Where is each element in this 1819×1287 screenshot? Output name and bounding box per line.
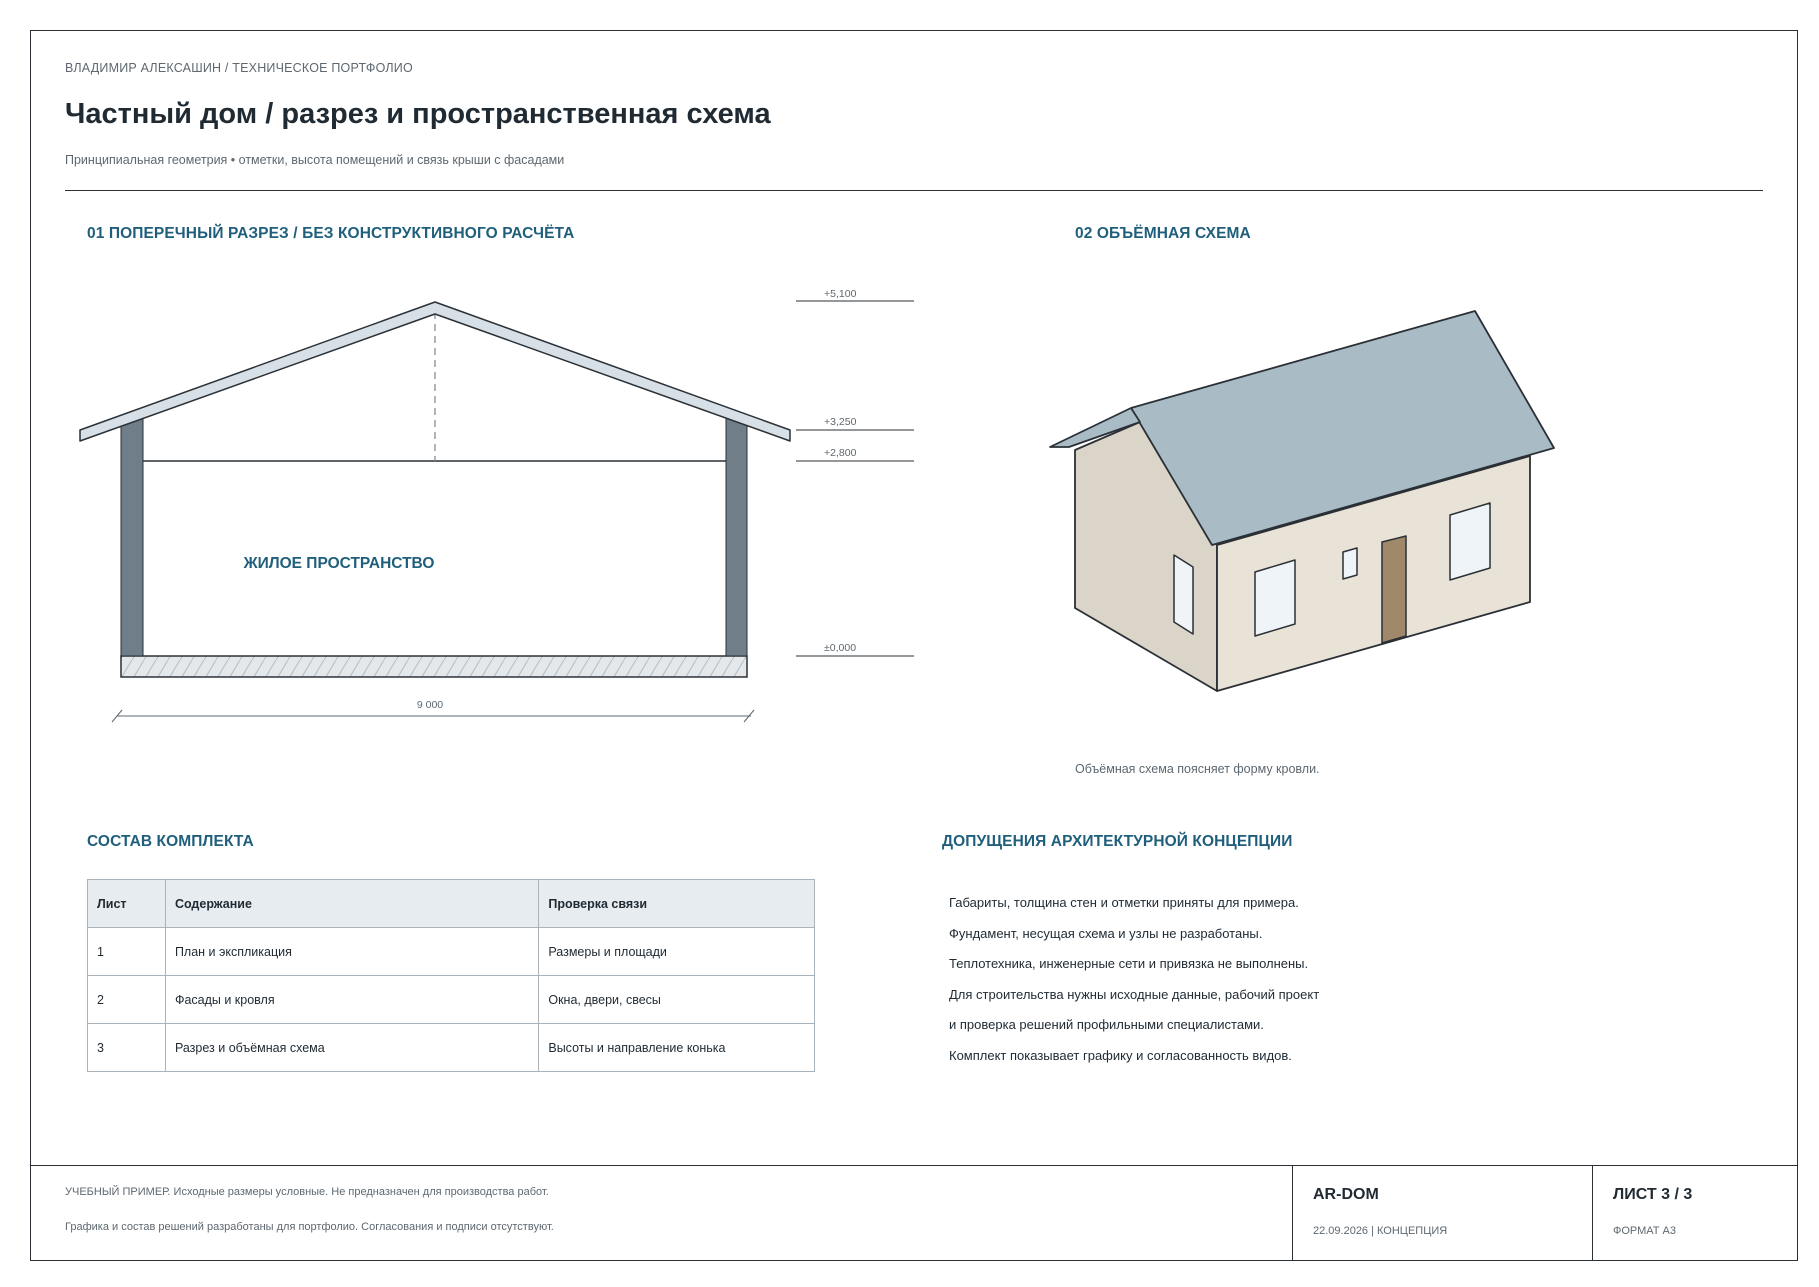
dimension-label: 9 000 <box>416 699 444 711</box>
scheme-caption: Объёмная схема поясняет форму кровли. <box>1075 762 1320 776</box>
table-header-row <box>88 880 815 928</box>
left-wall <box>121 417 143 656</box>
level-mark-zero: ±0,000 <box>824 642 857 654</box>
cell-check: Окна, двери, свесы <box>539 976 815 1024</box>
cross-section-drawing <box>80 288 914 722</box>
level-mark-eave: +3,250 <box>824 416 857 428</box>
assumptions-heading: ДОПУЩЕНИЯ АРХИТЕКТУРНОЙ КОНЦЕПЦИИ <box>942 833 1293 850</box>
section-heading-cross-section: 01 ПОПЕРЕЧНЫЙ РАЗРЕЗ / БЕЗ КОНСТРУКТИВНОГО РАСЧЁТА <box>87 225 575 242</box>
column-header-content: Содержание <box>165 880 538 928</box>
table-row <box>88 928 815 976</box>
assumption-line: Теплотехника, инженерные сети и привязка не выполнены. <box>949 956 1309 971</box>
footer-note-1: УЧЕБНЫЙ ПРИМЕР. Исходные размеры условные. Не предназначен для производства работ. <box>65 1186 549 1198</box>
front-window-2 <box>1450 503 1490 580</box>
cell-sheet: 3 <box>88 1024 166 1072</box>
cell-check: Размеры и площади <box>539 928 815 976</box>
front-window-1 <box>1255 560 1295 636</box>
title-block-divider <box>30 1165 1798 1166</box>
level-mark-ceiling: +2,800 <box>824 447 857 459</box>
cell-content: План и экспликация <box>165 928 538 976</box>
assumption-line: Комплект показывает графику и согласованность видов. <box>949 1047 1292 1063</box>
kit-heading: СОСТАВ КОМПЛЕКТА <box>87 833 254 850</box>
assumption-line: Для строительства нужны исходные данные, рабочий проект <box>949 986 1320 1002</box>
page-subtitle: Принципиальная геометрия • отметки, высота помещений и связь крыши с фасадами <box>65 153 565 167</box>
assumption-line: и проверка решений профильными специалистами. <box>949 1017 1264 1032</box>
sheet-format: ФОРМАТ А3 <box>1613 1225 1677 1237</box>
assumption-line: Фундамент, несущая схема и узлы не разработаны. <box>949 925 1263 941</box>
cell-sheet: 2 <box>88 976 166 1024</box>
column-header-sheet: Лист <box>88 880 166 928</box>
project-meta: 22.09.2026 | КОНЦЕПЦИЯ <box>1313 1225 1448 1237</box>
project-code: AR-DOM <box>1313 1186 1379 1203</box>
title-block-separator <box>1292 1165 1293 1261</box>
table-row <box>88 976 815 1024</box>
cell-content: Разрез и объёмная схема <box>165 1024 538 1072</box>
cell-check: Высоты и направление конька <box>539 1024 815 1072</box>
cell-sheet: 1 <box>88 928 166 976</box>
assumptions-list <box>949 888 1319 1071</box>
table-row <box>88 1024 815 1072</box>
page-title: Частный дом / разрез и пространственная схема <box>65 98 771 130</box>
room-label: ЖИЛОЕ ПРОСТРАНСТВО <box>243 555 435 572</box>
isometric-house <box>1050 311 1554 691</box>
breadcrumb: ВЛАДИМИР АЛЕКСАШИН / ТЕХНИЧЕСКОЕ ПОРТФОЛИО <box>65 61 413 75</box>
side-window <box>1174 555 1193 634</box>
front-window-small <box>1343 548 1357 579</box>
section-heading-3d-scheme: 02 ОБЪЁМНАЯ СХЕМА <box>1075 225 1251 242</box>
level-marks <box>796 288 914 656</box>
cell-content: Фасады и кровля <box>165 976 538 1024</box>
column-header-check: Проверка связи <box>539 880 815 928</box>
footer-note-2: Графика и состав решений разработаны для портфолио. Согласования и подписи отсутствуют. <box>65 1221 554 1233</box>
right-wall <box>726 417 747 656</box>
kit-table <box>87 879 815 1072</box>
assumption-line: Габариты, толщина стен и отметки приняты для примера. <box>949 895 1299 910</box>
level-mark-ridge: +5,100 <box>824 288 857 300</box>
title-block-separator <box>1592 1165 1593 1261</box>
sheet-number: ЛИСТ 3 / 3 <box>1613 1186 1693 1203</box>
floor-slab <box>121 656 747 677</box>
front-door <box>1382 536 1406 643</box>
